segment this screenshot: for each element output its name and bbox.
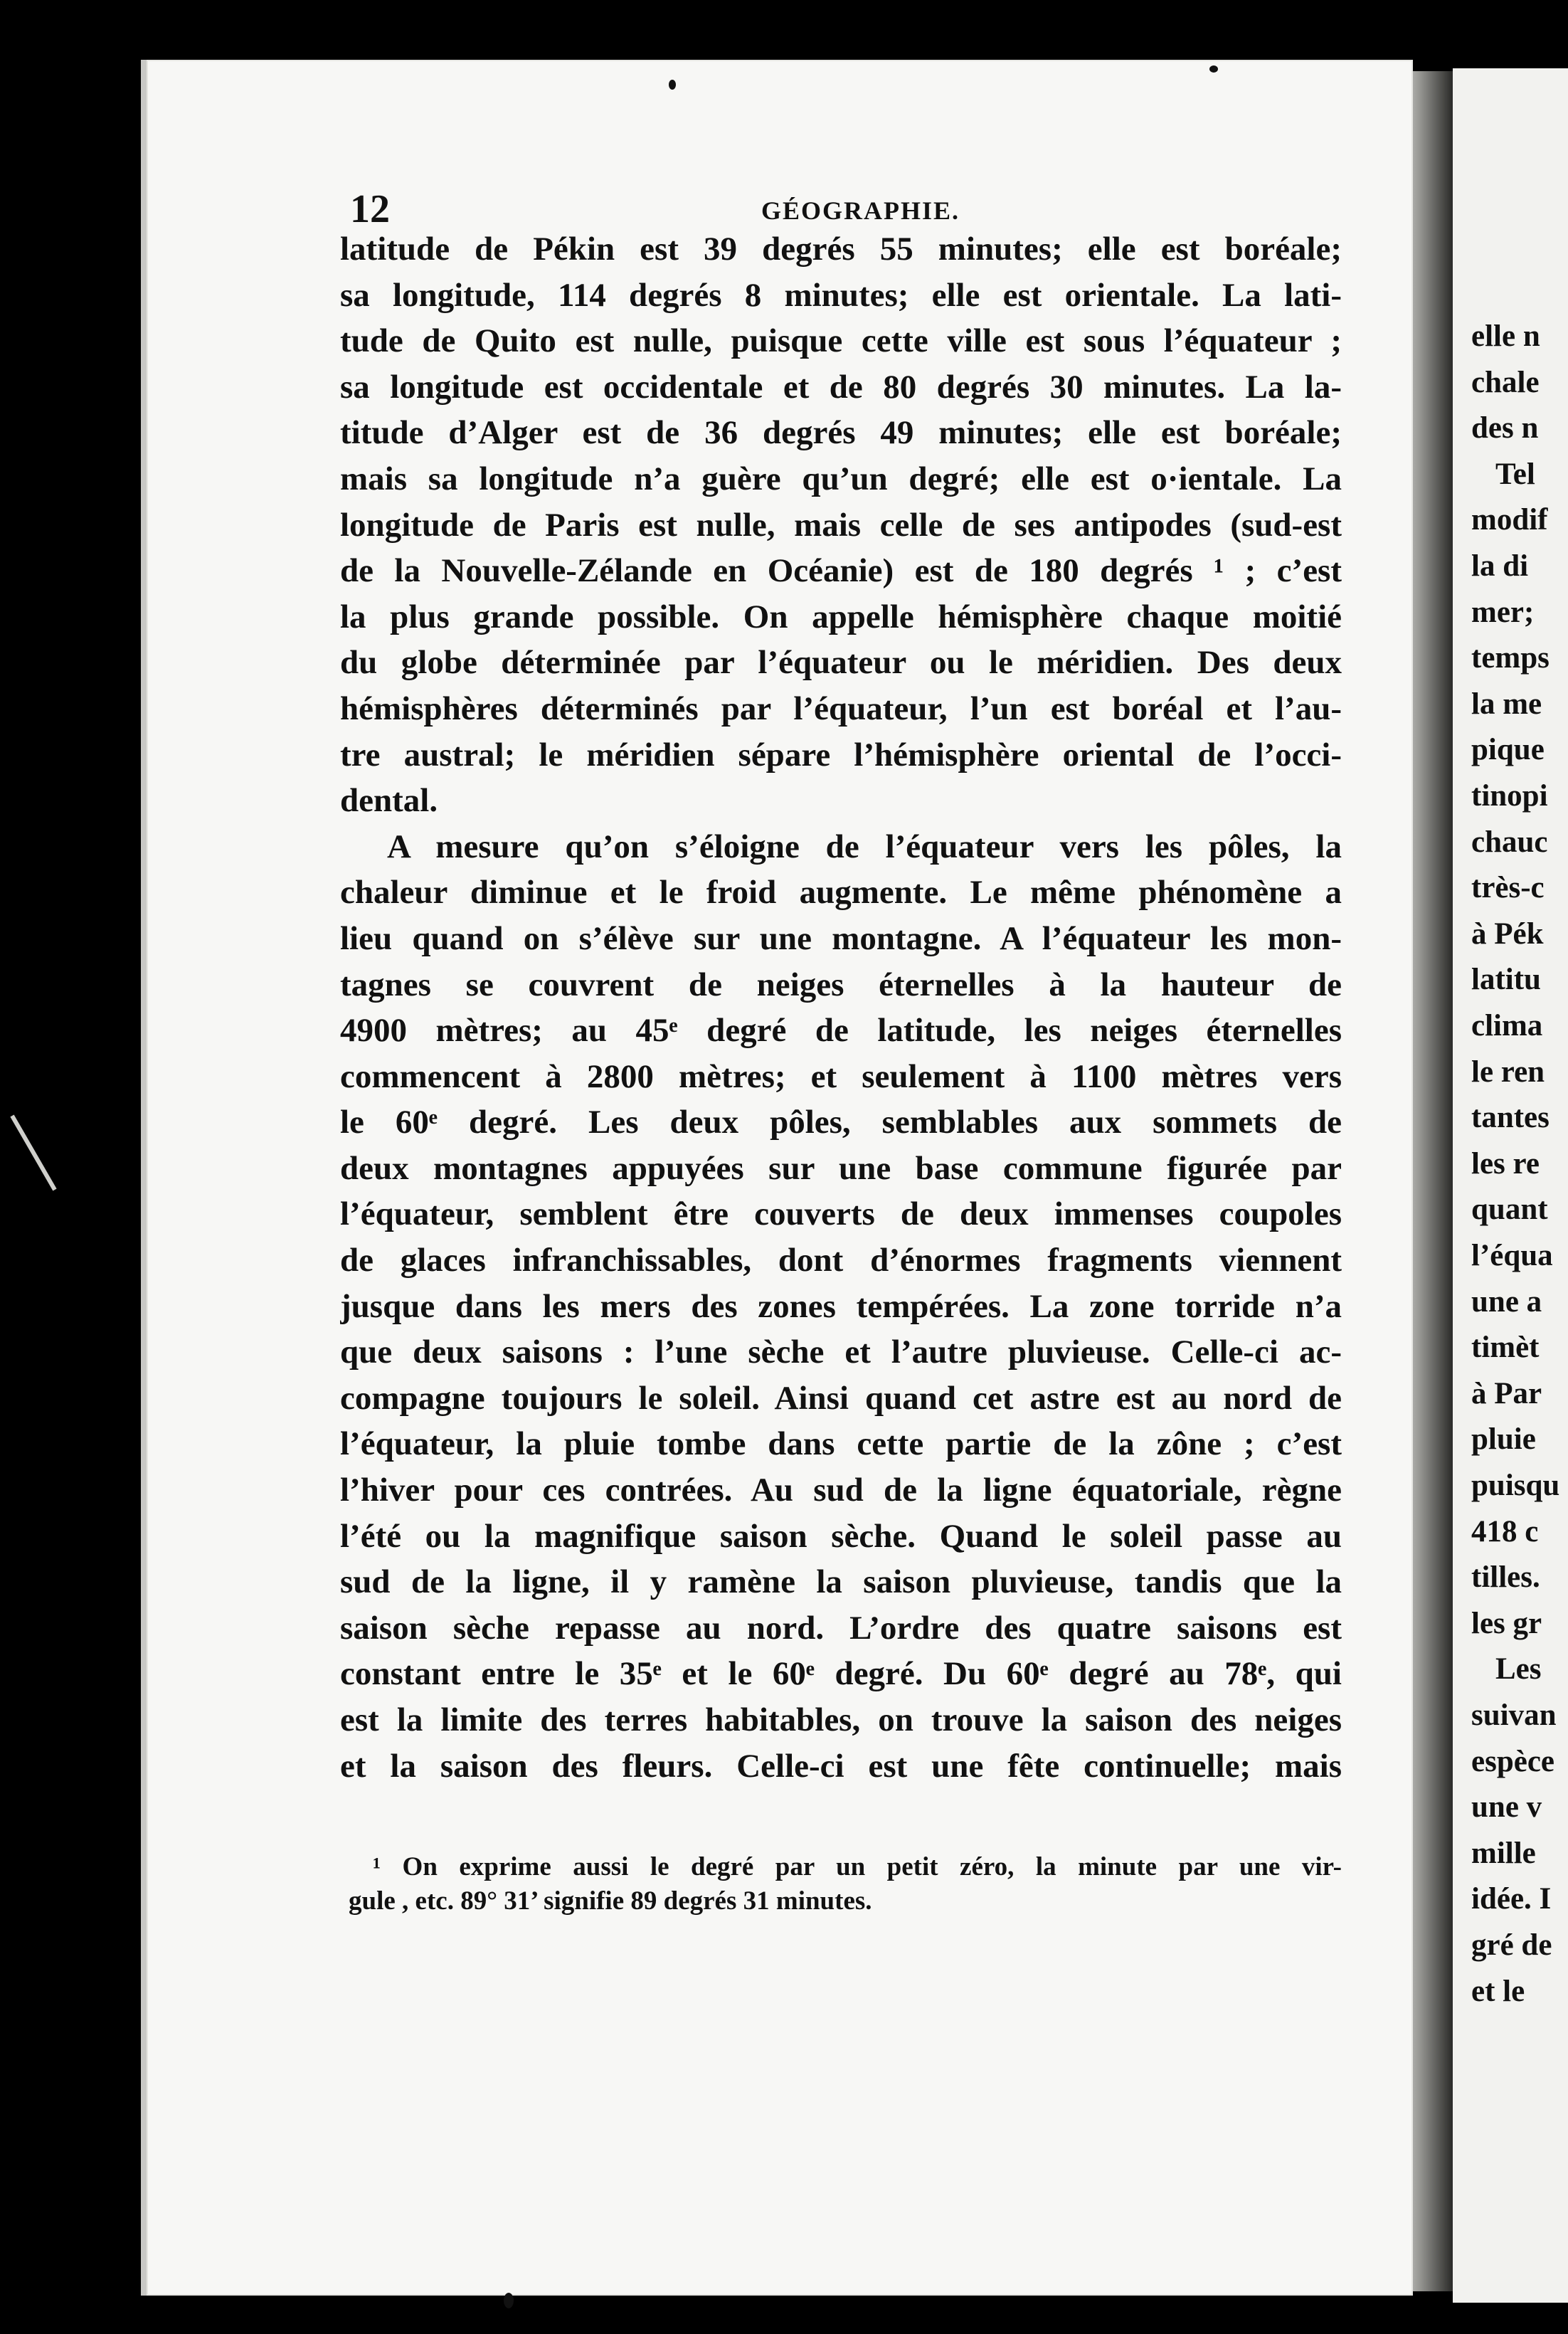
ink-speck [504,2293,514,2308]
text-run: chaleur diminue et le froid augmente. Le même phénomène a [340,874,1342,912]
text-line [340,1054,1342,1100]
text-run: Celle-ci est une fête continuelle; mais [712,1747,1342,1785]
footnote-line: ¹ On exprime aussi le degré par un petit zéro, la minute par une vir- [373,1852,1342,1881]
italic-run: ligne équatoriale, [982,1472,1242,1509]
facing-page-line: latitu [1471,963,1541,997]
italic-run: sèche [748,1334,825,1371]
facing-page-line: Tel [1495,457,1535,491]
text-line [340,1605,1342,1652]
text-line [340,1514,1342,1560]
facing-page-line: Les [1495,1652,1542,1686]
text-run: l’été ou la magnifique saison sèche. Quand le soleil passe au [340,1517,1342,1555]
facing-page-line: clima [1471,1009,1543,1042]
text-run: et l’au- [1203,690,1342,727]
text-run: règne [1241,1472,1342,1509]
text-line [340,1697,1342,1743]
italic-run: oriental [1062,736,1175,773]
text-run: deux montagnes appuyées sur une base commune figurée par [340,1149,1342,1187]
running-head: GÉOGRAPHIE. [761,196,960,225]
facing-page-line: mer; [1471,595,1535,629]
text-line [340,456,1342,502]
text-run: de la Nouvelle-Zélande en Océanie) est de 180 degrés ¹ ; c’est [340,552,1342,590]
facing-page-line: pluie [1471,1422,1536,1457]
italic-run: dental. [340,782,438,820]
text-line [340,273,1342,319]
facing-page-line: mille [1471,1836,1536,1870]
facing-page-line: quant [1471,1193,1548,1227]
facing-page-line: des n [1471,411,1539,445]
italic-run: austral; [403,736,516,773]
text-run: Celle-ci ac- [1150,1334,1342,1371]
text-run: tre [340,736,404,773]
facing-page-line: une a [1471,1284,1542,1319]
text-line [340,640,1342,686]
text-run: mais sa longitude n’a guère qu’un degré; elle est o·ientale. La [340,460,1342,497]
facing-page-line: gré de [1471,1928,1552,1962]
facing-page-line: chale [1471,365,1540,399]
facing-page-line: tantes [1471,1101,1550,1135]
text-run: l’hiver pour ces contrées. Au sud de la [340,1472,983,1509]
text-run: le 60ᵉ degré. Les deux pôles, semblables aux sommets de [340,1104,1342,1141]
text-run: et l’autre [824,1334,1008,1371]
text-run: Des deux [1173,644,1342,682]
text-line [340,1191,1342,1237]
text-line [340,962,1342,1008]
text-line [340,1467,1342,1514]
text-line [340,1008,1342,1054]
facing-page-line: à Pék [1471,917,1544,951]
facing-page-line: et le [1471,1974,1525,2008]
facing-page-line: la me [1471,687,1542,721]
text-run: le méridien sépare l’hémisphère [515,736,1063,773]
text-run: chaque moitié [1102,598,1342,635]
text-line [340,778,1342,824]
text-run: titude d’Alger est de 36 degrés 49 minutes; elle est boréale; [340,414,1342,452]
text-run: du globe déterminée par l’ [340,644,779,682]
text-line [340,410,1342,456]
text-line [340,1099,1342,1146]
text-run: l’équateur, semblent être couverts de deux immenses coupoles [340,1195,1342,1233]
italic-run: occi- [1275,736,1342,773]
facing-page-line: temps [1471,641,1550,675]
text-run: saison sèche repasse au nord. L’ordre des quatre saisons est [340,1609,1342,1647]
facing-page-line: modif [1471,503,1548,537]
ink-speck [1209,65,1218,73]
page-number: 12 [350,187,390,231]
text-line [340,1743,1342,1790]
text-run: et la [340,1747,440,1785]
facing-page-line: le ren [1471,1055,1545,1089]
text-line [340,686,1342,732]
text-line [340,870,1342,916]
italic-run: méridien. [1037,644,1174,682]
text-line [340,1237,1342,1284]
text-run: 4900 mètres; au 45ᵉ degré de latitude, les neiges éternelles [340,1012,1342,1050]
text-run: hémisphères déterminés par l’équateur, l’un est [340,690,1113,727]
text-line [340,1146,1342,1192]
text-run: de l’ [1174,736,1276,773]
text-line [340,824,1342,870]
facing-page-line: une v [1471,1790,1542,1825]
facing-page-line: 418 c [1471,1514,1539,1548]
facing-page-line: tinopi [1471,779,1548,813]
text-line [340,1421,1342,1467]
text-line [340,1559,1342,1605]
text-run: sud de la ligne, il y ramène la saison pluvieuse, tandis que la [340,1563,1342,1601]
text-line [340,318,1342,364]
text-run: jusque dans les mers des zones tempérées. La zone torride n’a [340,1287,1342,1325]
text-run: commencent à 2800 mètres; et seulement à 1100 mètres vers [340,1057,1342,1095]
italic-run: boréal [1112,690,1204,727]
text-line [340,1375,1342,1422]
text-line [340,364,1342,411]
facing-page-line: timèt [1471,1331,1540,1365]
facing-page-line: suivan [1471,1699,1557,1732]
facing-page-line: pique [1471,733,1545,767]
text-line [340,732,1342,778]
facing-page-fragment [1453,68,1568,2303]
text-run: constant entre le 35ᵉ et le 60ᵉ degré. Du 60ᵉ degré au 78ᵉ, qui [340,1655,1342,1693]
italic-run: saison des fleurs. [440,1747,713,1785]
text-line [340,1329,1342,1375]
text-run: compagne toujours le soleil. Ainsi quand cet astre est au nord de [340,1379,1342,1417]
text-line [340,1284,1342,1330]
text-line [340,548,1342,594]
italic-run: saison des neiges [1085,1701,1342,1738]
italic-run: pluvieuse. [1007,1334,1150,1371]
facing-page-line: les gr [1471,1606,1542,1640]
facing-page-line: l’équa [1471,1239,1553,1272]
facing-page-line: chauc [1471,825,1548,859]
facing-page-line: puisqu [1471,1469,1560,1502]
body-text [340,226,1342,1789]
facing-page-line: tilles. [1471,1561,1540,1595]
text-line [340,916,1342,962]
text-run: sa longitude, 114 degrés 8 minutes; elle est orientale. La lati- [340,276,1342,314]
facing-page-line: les re [1471,1146,1540,1181]
text-line [340,226,1342,273]
text-run: sa longitude est occidentale et de 80 degrés 30 minutes. La la- [340,368,1342,406]
text-line [340,1651,1342,1697]
facing-page-line: la di [1471,549,1529,583]
text-run: tude de Quito est nulle, puisque cette ville est sous l’équateur ; [340,322,1342,360]
text-run: longitude de Paris est nulle, mais celle de ses antipodes (sud-est [340,506,1342,544]
facing-page-line: espèce [1471,1744,1554,1778]
footnote [349,1850,1342,1918]
text-run: est la limite des terres habitables, on trouve la [340,1701,1086,1738]
italic-run: équateur [778,644,906,682]
facing-page-line: elle n [1471,320,1540,353]
ink-speck [669,80,676,90]
text-run: ou le [906,644,1037,682]
text-line [340,502,1342,549]
text-run: que deux saisons : l’une [340,1334,748,1371]
text-run: lieu quand on s’élève sur une montagne. A l’équateur les mon- [340,919,1342,957]
text-run: A mesure qu’on s’éloigne de l’équateur vers les pôles, la [387,828,1342,865]
text-line [340,594,1342,640]
facing-page-line: très-c [1471,871,1545,905]
text-run: latitude de Pékin est 39 degrés 55 minutes; elle est boréale; [340,231,1342,268]
italic-run: hémisphère [938,598,1103,635]
text-run: tagnes se couvrent de neiges éternelles à la hauteur de [340,966,1342,1003]
text-run: l’équateur, la pluie tombe dans cette partie de la zône ; c’est [340,1425,1342,1463]
facing-page-line: à Par [1471,1376,1542,1410]
text-run: de glaces infranchissables, dont d’énormes fragments viennent [340,1242,1342,1279]
text-run: la plus grande possible. On appelle [340,598,938,635]
facing-page-line: idée. I [1471,1882,1552,1916]
footnote-line: gule , etc. 89° 31’ signifie 89 degrés 31 minutes. [349,1886,872,1916]
